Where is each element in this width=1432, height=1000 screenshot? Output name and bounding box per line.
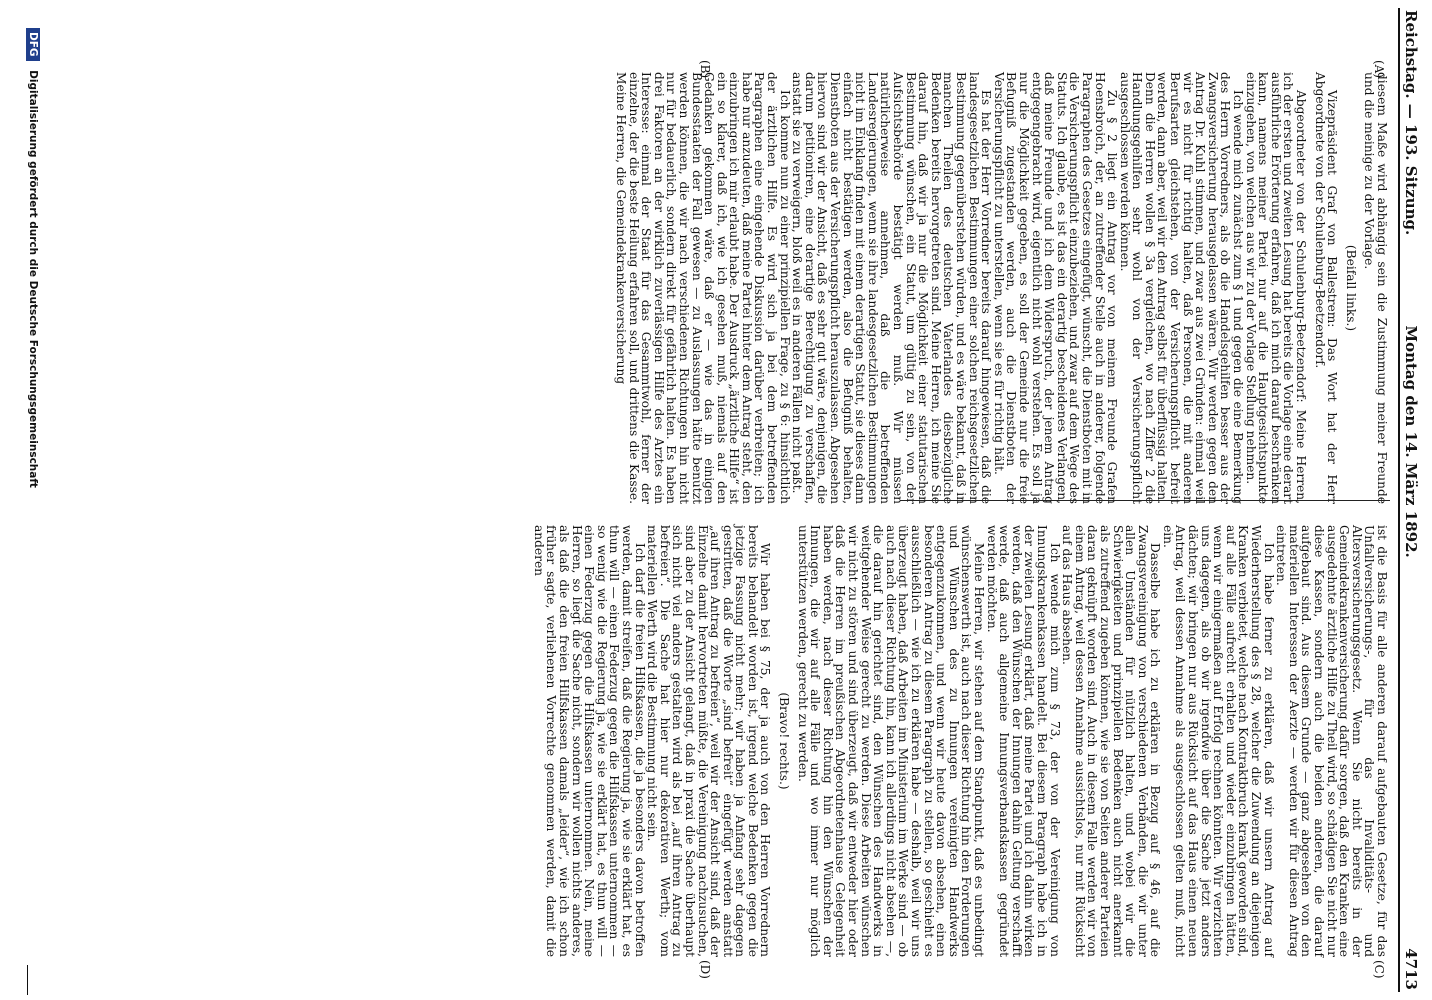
paragraph: Ich komme nun zu einer prinzipiellen Frage, zu § 6: hinsichtlich der ärztlichen Hilfe. Es wird sich ja bei dem betreffenden Paragraphen eine eingehende Diskussion darüber verbreiten; ich habe nur anzudeuten, daß meine Partei hinter dem Antrag steht, den einzubringen ich mir erlaubt habe. Der Ausdruck „ärztliche Hilfe“ ist ein so klarer, daß ich, wie ich gesehen muß, niemals auf den Gedanken gekommen wäre, daß er — wie das in einigen Bundesstaaten der Fall gewesen — zu Auslassungen hätte benutzt werden können, die wir nach verschiedenen Richtungen hin nicht nur für bedauerlich, sondern direkt für gefährlich halten. Es haben drei Faktoren an der wirklich zuverlässigen Hilfe des Arztes ein Interesse: einmal der Staat für das Gesammtwohl, ferner der einzelne, der die beste Heilung erfahren soll, und drittens die Kasse. Meine Herren, die Gemeindekrankenversicherung [613, 72, 792, 504]
paragraph: Ich habe ferner zu erklären, daß wir unsern Antrag auf Wiederherstellung des § 28, welcher die Zuwendung an diejenigen Kranken verbietet, welche nach Kontraktbruch krank geworden sind, auf alle Fälle aufrecht erhalten und wieder einzubringen hätten, wenn wir einigermaßen auf Erfolg rechnen könnten. Wir verzichten uns dagegen, als ob wir irgendwie über die Sache jetzt anders dächten; wir bringen nur aus Rücksicht auf das Haus einen neuen Antrag, weil dessen Annahme als ausgeschlossen gelten muß, nicht ein. [1160, 525, 1276, 957]
paragraph: Es hat der Herr Vorredner bereits darauf hingewiesen, daß die landesgesetzlichen Bestimmungen einer solchen reichsgesetzlichen Bestimmung gegenüberstehen würden, und es wäre bekannt, daß in manchen Theilen des deutschen Vaterlandes diesbezügliche Bedenken bereits hervorgetreten sind. Meine Herren, ich meine Sie darauf hin, daß wir ja nur die Möglichkeit einer statutarischen Bestimmung wünschen, ein Statut, um gültig zu sein, von der Aufsichtsbehörde bestätigt werden muß. Wir müssen natürlicherweise annehmen, daß die betreffenden Landesregierungen, wenn sie ihre landesgesetzlichen Bestimmungen nicht im Einklang finden mit einem derartigen Statut, sie dieses dann einfach nicht bestätigen werden, also die Befugniß behalten, Dienstboten aus der Versicherungspflicht herauszulassen. Abgesehen hiervon sind wir der Ansicht, daß es sehr gut wäre, denjenigen, die darum petitioniren, eine derartige Berechtigung zu verschaffen, anstatt sie zu verweigern, bloß weil es in anderen Fällen nicht paßt. [790, 72, 994, 504]
margin-mark-c: (C) [1372, 960, 1386, 979]
paragraph: diesem Maße wird abhängig sein die Zustimmung meiner Freunde und die meinige zu der Vorlage. [1362, 72, 1389, 504]
left-column [614, 72, 1388, 504]
page-header [1396, 10, 1424, 990]
applause-note: (Beifall links.) [1343, 244, 1358, 332]
applause-note: (Bravo! rechts.) [777, 692, 792, 790]
margin-mark-d: (D) [698, 960, 712, 979]
header-date: Montag den 14. März 1892. [1402, 325, 1420, 558]
paragraph: Zu § 2 liegt ein Antrag vor von meinem Freunde Grafen Hoensbroich, der, an zutreffender Stelle auch in anderer, folgende Paragraphen des Gesetzes eingefügt, wünscht, die Dienstboten mit in die Versicherungspflicht einzubeziehen, und zwar auf dem Wege des Statuts. Ich glaube, es ist das ein derartig bescheidenes Verlangen, daß meine Freunde und ich dem Widerspruch, der jenem Antrag entgegengebracht wird, eigentlich nicht wohl verstehen. Es soll ja nur die Möglichkeit gegeben, es soll der Gemeinde nur die freie Befugniß zugestanden werden, auch die Dienstboten der Versicherungspflicht zu unterstellen, wenn sie es für richtig hält. [991, 72, 1120, 504]
paragraph: ist die Basis für alle anderen darauf aufgebauten Gesetze, für das Unfallversicherungs-, für das Invaliditäts- und Altersversicherungsgesetz. Wenn Sie nicht bereits in der Gemeindekrankenversicherung dafür sorgen, daß den Kranken eine ausgedehnte ärztliche Hilfe zu Theil wird, so schädigen Sie nicht nur diese Kassen, sondern auch die beiden anderen, die darauf aufgebaut sind. Aus diesem Grunde — ganz abgesehen von den materiellen Interessen der Aerzte — werden wir für diesen Antrag eintreten. [1274, 525, 1389, 957]
margin-mark-b: (B) [698, 60, 712, 79]
page-number: 4713 [1402, 948, 1420, 990]
dfg-footer [26, 28, 40, 978]
header-rule [1398, 8, 1400, 992]
dfg-credit: Digitalisierung gefördert durch die Deutsche Forschungsgemeinschaft [27, 70, 39, 488]
header-left: Reichstag. — 193. Sitzung. [1402, 10, 1420, 236]
paragraph: Wir haben bei § 75, der ja auch von den Herren Vorrednern bereits behandelt worden ist, irgend welche Bedenken gegen die jetzige Fassung nicht mehr; wir haben ja Anfang sehr dagegen gestritten, daß die Worte „sind befreit“ eingefügt werden anstatt „auf ihren Antrag zu befreien“, weil wir der Ansicht sind, daß der Einzelne damit hervortreten müßte, die Vereinigung nachzusuchen, sind aber zu der Ansicht gelangt, daß in praxi die Sache überhaupt sich nicht viel anders gestalten wird als bei „auf ihren Antrag zu befreien“. Die Sache hat hier nur dekorativen Werth; vom materiellen Werth wird die Bestimmung nicht sein. [645, 525, 773, 957]
paragraph: Meine Herren, wir stehen auf dem Standpunkt, daß es unbedingt wünschenswerth ist, auch nach dieser Richtung hin den Forderungen und Wünschen des zu Innungen vereinigten Handwerks entgegenzukommen, und wenn wir heute davon absehen, einen besonderen Antrag zu diesem Paragraph zu stellen, so geschieht es ausschließlich — wie ich zu erklären habe — deshalb, weil wir uns überzeugt haben, daß Arbeiten im Ministerium im Werke sind — ob auch nach dieser Richtung hin, kann ich allerdings nicht absehen —, die darauf hin gerichtet sind, den Wünschen des Handwerks in weitgehender Weise gerecht zu werden. Diese Arbeiten wünschen wir nicht zu stören und sind überzeugt, daß wir entweder hier oder daß die Herren im preußischen Abgeordnetenhause Gelegenheit haben werden, nach dieser Richtung hin den Wünschen der Innungen, die wir auf alle Fälle und wo immer nur möglich unterstützen werden, gerecht zu werden. [795, 525, 986, 957]
paragraph: Ich wende mich zum § 73, der von der Vereinigung von Innungskrankenkassen handelt. Bei diesem Paragraph habe ich in der zweiten Lesung erklärt, daß meine Partei und ich dahin wirken werden, daß den Wünschen der Innungen dahin Geltung verschafft werde, daß auch allgemeine Innungsverbandskassen gegründet werden möchten. [984, 525, 1062, 957]
paragraph: Abgeordneter von der Schulenburg-Beetzendorf: Meine Herren, ich der ersten und zweiten Lesung hat bereits die Vorlage eine derart ausführliche Erörterung erfahren, daß ich mich darauf beschränken kann, namens meiner Partei nur auf die Hauptgesichtspunkte einzugehen, von welchen aus wir zu der Vorlage Stellung nehmen. [1243, 72, 1309, 504]
column-divider [900, 500, 1390, 501]
header-right [1402, 325, 1420, 990]
paragraph: Ich wende mich zunächst zum § 1 und gegen die eine Bemerkung des Herrn Vorredners, als ob die Handelsgehilfen besser aus der Zwangsversicherung herausgelassen wären. Wir werden gegen den Antrag Dr. Kuhl stimmen, und zwar aus zwei Gründen: einmal weil wir es nicht für richtig halten, daß Personen, die mit anderen Berufsarten gleichstehen, von der Versicherungspflicht befreit werden, dann aber, weil wir den Antrag selbst für überflüssig halten. Denn die Herren wollen § 3a vergleichen, wo nach Ziffer 2 die Handlungsgehilfen sehr wohl von der Versicherungspflicht ausgeschlossen werden können. [1117, 72, 1246, 504]
right-column [532, 525, 1388, 957]
dfg-logo: DFG [26, 28, 40, 61]
paragraph: Ich darf die freien Hilfskassen, die ja besonders davon betroffen werden, damit streifen, daß die Regierung ja, wie sie erklärt hat, es thun will — einen Federzug gegen die Hilfskassen unternommen — so wenig wie die Regierung ja, wie sie erklärt hat, es thun will — einen Federzug gegen die Hilfskassen unternommen. Nein, meine Herren, so liegt die Sache nicht, sondern wir wollen nichts anderes, als daß die den freien Hilfskassen damals „leider“, wie ich schon früher sagte, verliehenen Vorrechte genommen werden, damit die anderen [531, 525, 647, 957]
edge-tick [27, 965, 28, 995]
paragraph: Vizepräsident Graf von Ballestrem: Das Wort hat der Herr Abgeordnete von der Schulenburg-Beetzendorf. [1312, 72, 1340, 504]
paragraph: Dasselbe habe ich zu erklären in Bezug auf § 46, auf die Zwangsvereinigung von verschiedenen Verbänden, die wir unter allen Umständen für nützlich halten, und wobei wir die Schwierigkeiten und prinzipiellen Bedenken auch nicht anerkannt als zutreffend zugeben können, wie sie von Seiten anderer Parteien daran geknüpft worden sind. Auch in diesem Falle werden wir von einem Antrag, weil dessen Annahme aussichtslos, nur mit Rücksicht auf das Haus absehen. [1060, 525, 1163, 957]
margin-mark-a: (A) [1372, 60, 1386, 79]
